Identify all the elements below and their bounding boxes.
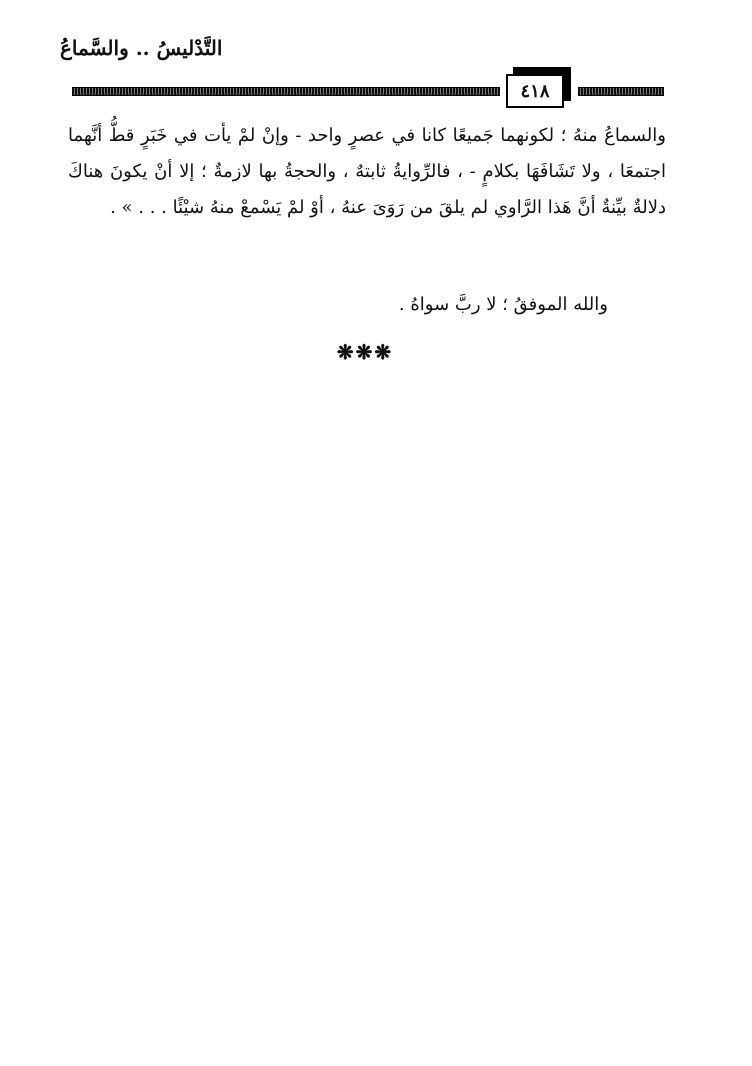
closing-line: والله الموفقُ ؛ لا ربَّ سواهُ .: [398, 294, 608, 315]
body-paragraph: والسماعُ منهُ ؛ لكونهما جَميعًا كانا في عصرٍ واحد - وإنْ لمْ يأت في خَبَرٍ قطُّ أنَّهما اجتمعَا ، ولا تَشَافَهَا بكلامٍ - ، فالرِّوايةُ ثابتهٌ ، والحجةُ بها لازمةٌ ؛ إلا أنْ يكونَ هناكَ دلالةٌ بيِّنةٌ أنَّ هَذا الرَّاوي لم يلقَ من رَوَىَ عنهُ ، أوْ لمْ يَسْمعْ منهُ شيْئًا . . . » .: [68, 125, 666, 218]
section-separator: ❋❋❋: [336, 340, 394, 364]
header-rule-right: [578, 87, 664, 96]
running-title: التَّدْليسُ .. والسَّماعُ: [60, 36, 223, 60]
main-text: [68, 118, 666, 226]
header-rule-left: [72, 87, 500, 96]
page-number: ٤١٨: [506, 74, 564, 108]
